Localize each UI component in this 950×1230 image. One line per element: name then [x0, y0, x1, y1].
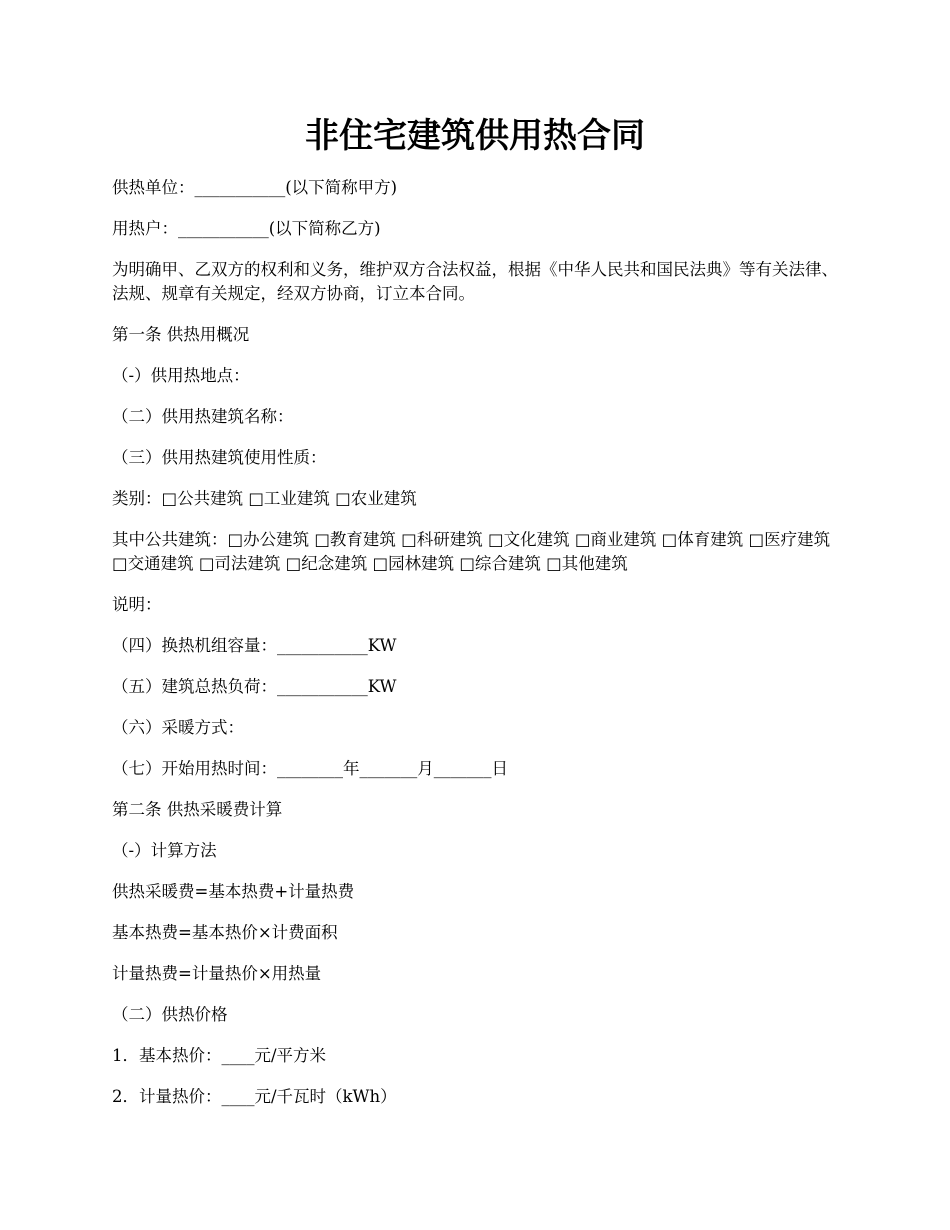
clause-2-2: （二）供热价格: [112, 1005, 228, 1024]
formula-total: 供热采暖费=基本热费+计量热费: [112, 882, 355, 901]
category-line: 类别：□公共建筑 □工业建筑 □农业建筑: [112, 489, 417, 508]
note-line: 说明：: [112, 595, 162, 614]
price-metered: 2．计量热价：____元/千瓦时（kWh）: [112, 1087, 397, 1106]
clause-1-3: （三）供用热建筑使用性质：: [112, 448, 327, 467]
document-body: [112, 176, 838, 1109]
preamble-paragraph: 为明确甲、乙双方的权利和义务，维护双方合法权益，根据《中华人民共和国民法典》等有关法律、法规、规章有关规定，经双方协商，订立本合同。: [112, 260, 838, 303]
consumer-line: 用热户：___________(以下简称乙方): [112, 219, 381, 238]
formula-metered: 计量热费=计量热价×用热量: [112, 964, 322, 983]
supplier-line: 供热单位：___________(以下简称甲方): [112, 178, 398, 197]
clause-2-1: （-）计算方法: [112, 841, 217, 860]
public-building-types: 其中公共建筑：□办公建筑 □教育建筑 □科研建筑 □文化建筑 □商业建筑 □体育建筑 □医疗建筑 □交通建筑 □司法建筑 □纪念建筑 □园林建筑 □综合建筑 □其他建筑: [112, 530, 836, 573]
price-basic: 1．基本热价：____元/平方米: [112, 1046, 327, 1065]
clause-1-4: （四）换热机组容量：___________KW: [112, 636, 397, 655]
clause-1-5: （五）建筑总热负荷：___________KW: [112, 677, 397, 696]
article-2-heading: 第二条 供热采暖费计算: [112, 800, 283, 819]
formula-basic: 基本热费=基本热价×计费面积: [112, 923, 338, 942]
article-1-heading: 第一条 供热用概况: [112, 325, 250, 344]
clause-1-1: （-）供用热地点：: [112, 366, 250, 385]
clause-1-6: （六）采暖方式：: [112, 718, 244, 737]
document-title: 非住宅建筑供用热合同: [305, 116, 645, 156]
clause-1-2: （二）供用热建筑名称：: [112, 407, 294, 426]
clause-1-7: （七）开始用热时间：________年_______月_______日: [112, 759, 508, 778]
